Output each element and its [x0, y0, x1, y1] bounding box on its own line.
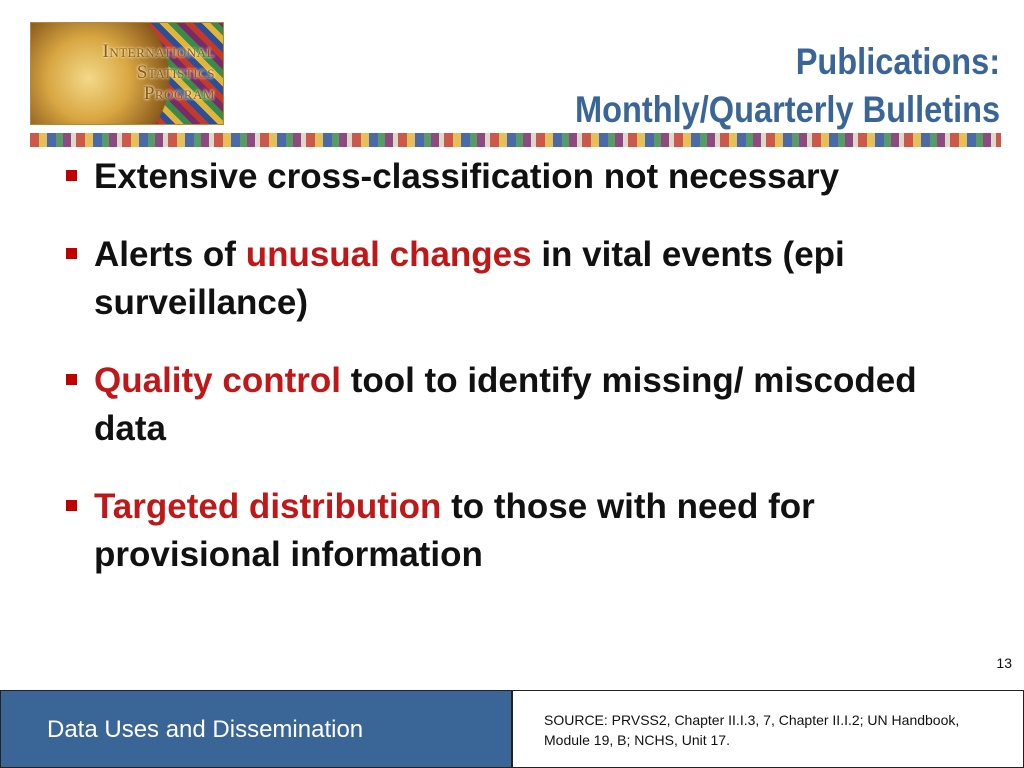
- footer-section-title: Data Uses and Dissemination: [47, 716, 364, 743]
- bullet-item: [62, 483, 962, 579]
- slide-title-line-2: Monthly/Quarterly Bulletins: [574, 89, 1000, 130]
- bullet-text: Extensive cross-classification not necessary: [94, 157, 840, 196]
- decorative-band: [30, 133, 1001, 147]
- bullet-highlight: Targeted distribution: [94, 487, 442, 526]
- slide-title-line-1: Publications:: [795, 41, 1000, 82]
- bullet-highlight: unusual changes: [245, 235, 532, 274]
- bullet-text-after: in vital events (epi surveillance): [94, 235, 845, 322]
- bullet-item: [62, 357, 962, 453]
- logo-line-2: Statistics: [136, 62, 215, 83]
- logo-line-1: International: [102, 41, 215, 62]
- logo-text: [103, 41, 215, 104]
- bullet-item: [62, 231, 962, 327]
- square-bullet-icon: [66, 248, 77, 259]
- bullet-text: Alerts of: [94, 235, 246, 274]
- square-bullet-icon: [66, 500, 77, 511]
- bullet-list: [62, 153, 962, 609]
- page-number: 13: [996, 655, 1012, 671]
- bullet-item: [62, 153, 962, 201]
- footer-source-text: SOURCE: PRVSS2, Chapter II.I.3, 7, Chapter II.I.2; UN Handbook, Module 19, B; NCHS, Unit 17.: [544, 712, 960, 748]
- footer-source-box: [512, 690, 1024, 768]
- square-bullet-icon: [66, 374, 77, 385]
- international-statistics-program-logo: [30, 22, 224, 125]
- bullet-text-after: to those with need for provisional information: [94, 487, 815, 574]
- footer-section-band: [0, 690, 512, 768]
- square-bullet-icon: [66, 170, 77, 181]
- bullet-text-after: tool to identify missing/ miscoded data: [94, 361, 917, 448]
- logo-line-3: Program: [143, 83, 215, 104]
- bullet-highlight: Quality control: [94, 361, 341, 400]
- slide-title: [575, 38, 1000, 134]
